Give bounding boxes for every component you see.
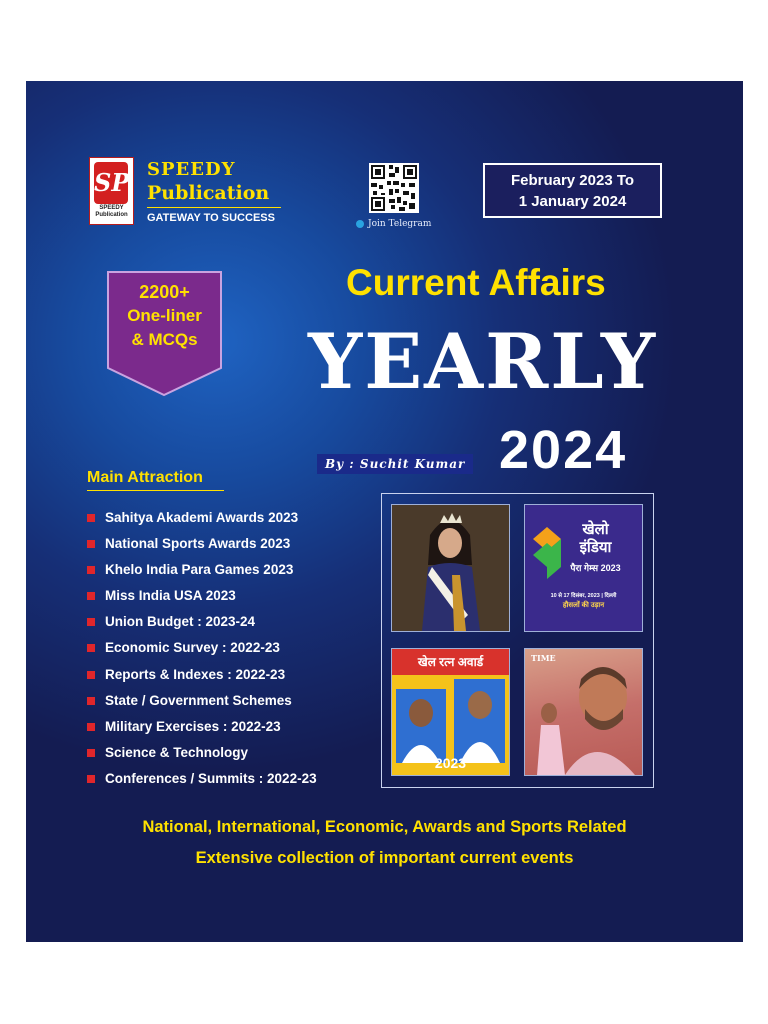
badge-line3: & MCQs bbox=[131, 330, 198, 349]
publisher-logo bbox=[89, 157, 134, 225]
footer-line1: National, International, Economic, Awards and Sports Related bbox=[142, 818, 627, 836]
khelo-subtitle: पैरा गेम्स 2023 bbox=[570, 563, 621, 573]
main-attraction-list bbox=[87, 509, 317, 796]
time-label: TIME bbox=[531, 653, 556, 663]
date-range-line1: February 2023 To bbox=[510, 171, 635, 189]
footer-line2: Extensive collection of important current events bbox=[195, 849, 574, 867]
main-attraction-heading: Main Attraction bbox=[87, 469, 203, 486]
photo-khelo-india-para-games bbox=[524, 504, 643, 632]
logo-mark: SP bbox=[94, 162, 128, 204]
book-cover bbox=[26, 81, 743, 942]
telegram-label: Join Telegram bbox=[368, 219, 432, 229]
list-item: Sahitya Akademi Awards 2023 bbox=[87, 509, 317, 535]
bullet-icon bbox=[87, 514, 95, 522]
publisher-divider bbox=[147, 207, 281, 208]
date-range-box bbox=[483, 163, 662, 218]
khel-ratna-year: 2023 bbox=[434, 755, 467, 771]
title-year: 2024 bbox=[499, 420, 628, 480]
logo-subtext: SPEEDY Publication bbox=[95, 205, 128, 218]
author-label: By : Suchit Kumar bbox=[317, 454, 473, 474]
date-range-line2: 1 January 2024 bbox=[518, 192, 627, 210]
list-item: Conferences / Summits : 2022-23 bbox=[87, 770, 317, 796]
list-item: Military Exercises : 2022-23 bbox=[87, 718, 317, 744]
photo-time-magazine bbox=[524, 648, 643, 776]
publisher-name-line2: Publication bbox=[147, 182, 270, 204]
list-item: Miss India USA 2023 bbox=[87, 587, 317, 613]
list-item: State / Government Schemes bbox=[87, 692, 317, 718]
bullet-icon bbox=[87, 540, 95, 548]
telegram-icon bbox=[356, 220, 364, 228]
bullet-icon bbox=[87, 697, 95, 705]
publisher-name-line1: SPEEDY bbox=[147, 159, 236, 180]
photo-miss-india-usa bbox=[391, 504, 510, 632]
bullet-icon bbox=[87, 749, 95, 757]
photo-grid bbox=[381, 493, 654, 788]
list-item: Science & Technology bbox=[87, 744, 317, 770]
bullet-icon bbox=[87, 592, 95, 600]
bullet-icon bbox=[87, 618, 95, 626]
bullet-icon bbox=[87, 775, 95, 783]
khelo-title: खेलो इंडिया bbox=[579, 521, 612, 556]
athlete-portrait-image bbox=[525, 649, 642, 775]
badge-line2: One-liner bbox=[127, 306, 202, 325]
join-telegram-link[interactable] bbox=[356, 219, 431, 229]
list-item: Union Budget : 2023-24 bbox=[87, 613, 317, 639]
mcq-count-badge bbox=[106, 270, 223, 397]
bullet-icon bbox=[87, 671, 95, 679]
khel-ratna-heading: खेल रत्न अवार्ड bbox=[392, 649, 509, 675]
crowned-woman-image bbox=[392, 505, 509, 631]
bullet-icon bbox=[87, 723, 95, 731]
list-item: Khelo India Para Games 2023 bbox=[87, 561, 317, 587]
title-current-affairs: Current Affairs bbox=[346, 262, 606, 303]
photo-khel-ratna-award bbox=[391, 648, 510, 776]
bullet-icon bbox=[87, 566, 95, 574]
badge-count: 2200+ bbox=[139, 282, 190, 302]
list-item: National Sports Awards 2023 bbox=[87, 535, 317, 561]
khelo-dates: 10 से 17 दिसंबर, 2023 | दिल्ली bbox=[550, 593, 617, 599]
list-item: Economic Survey : 2022-23 bbox=[87, 639, 317, 665]
publisher-tagline: GATEWAY TO SUCCESS bbox=[147, 212, 275, 224]
list-item: Reports & Indexes : 2022-23 bbox=[87, 666, 317, 692]
main-attraction-underline bbox=[87, 490, 224, 491]
bullet-icon bbox=[87, 644, 95, 652]
title-yearly: YEARLY bbox=[308, 317, 658, 406]
khelo-motto: हौसलों की उड़ान bbox=[562, 602, 605, 609]
qr-code-icon[interactable] bbox=[369, 163, 419, 213]
